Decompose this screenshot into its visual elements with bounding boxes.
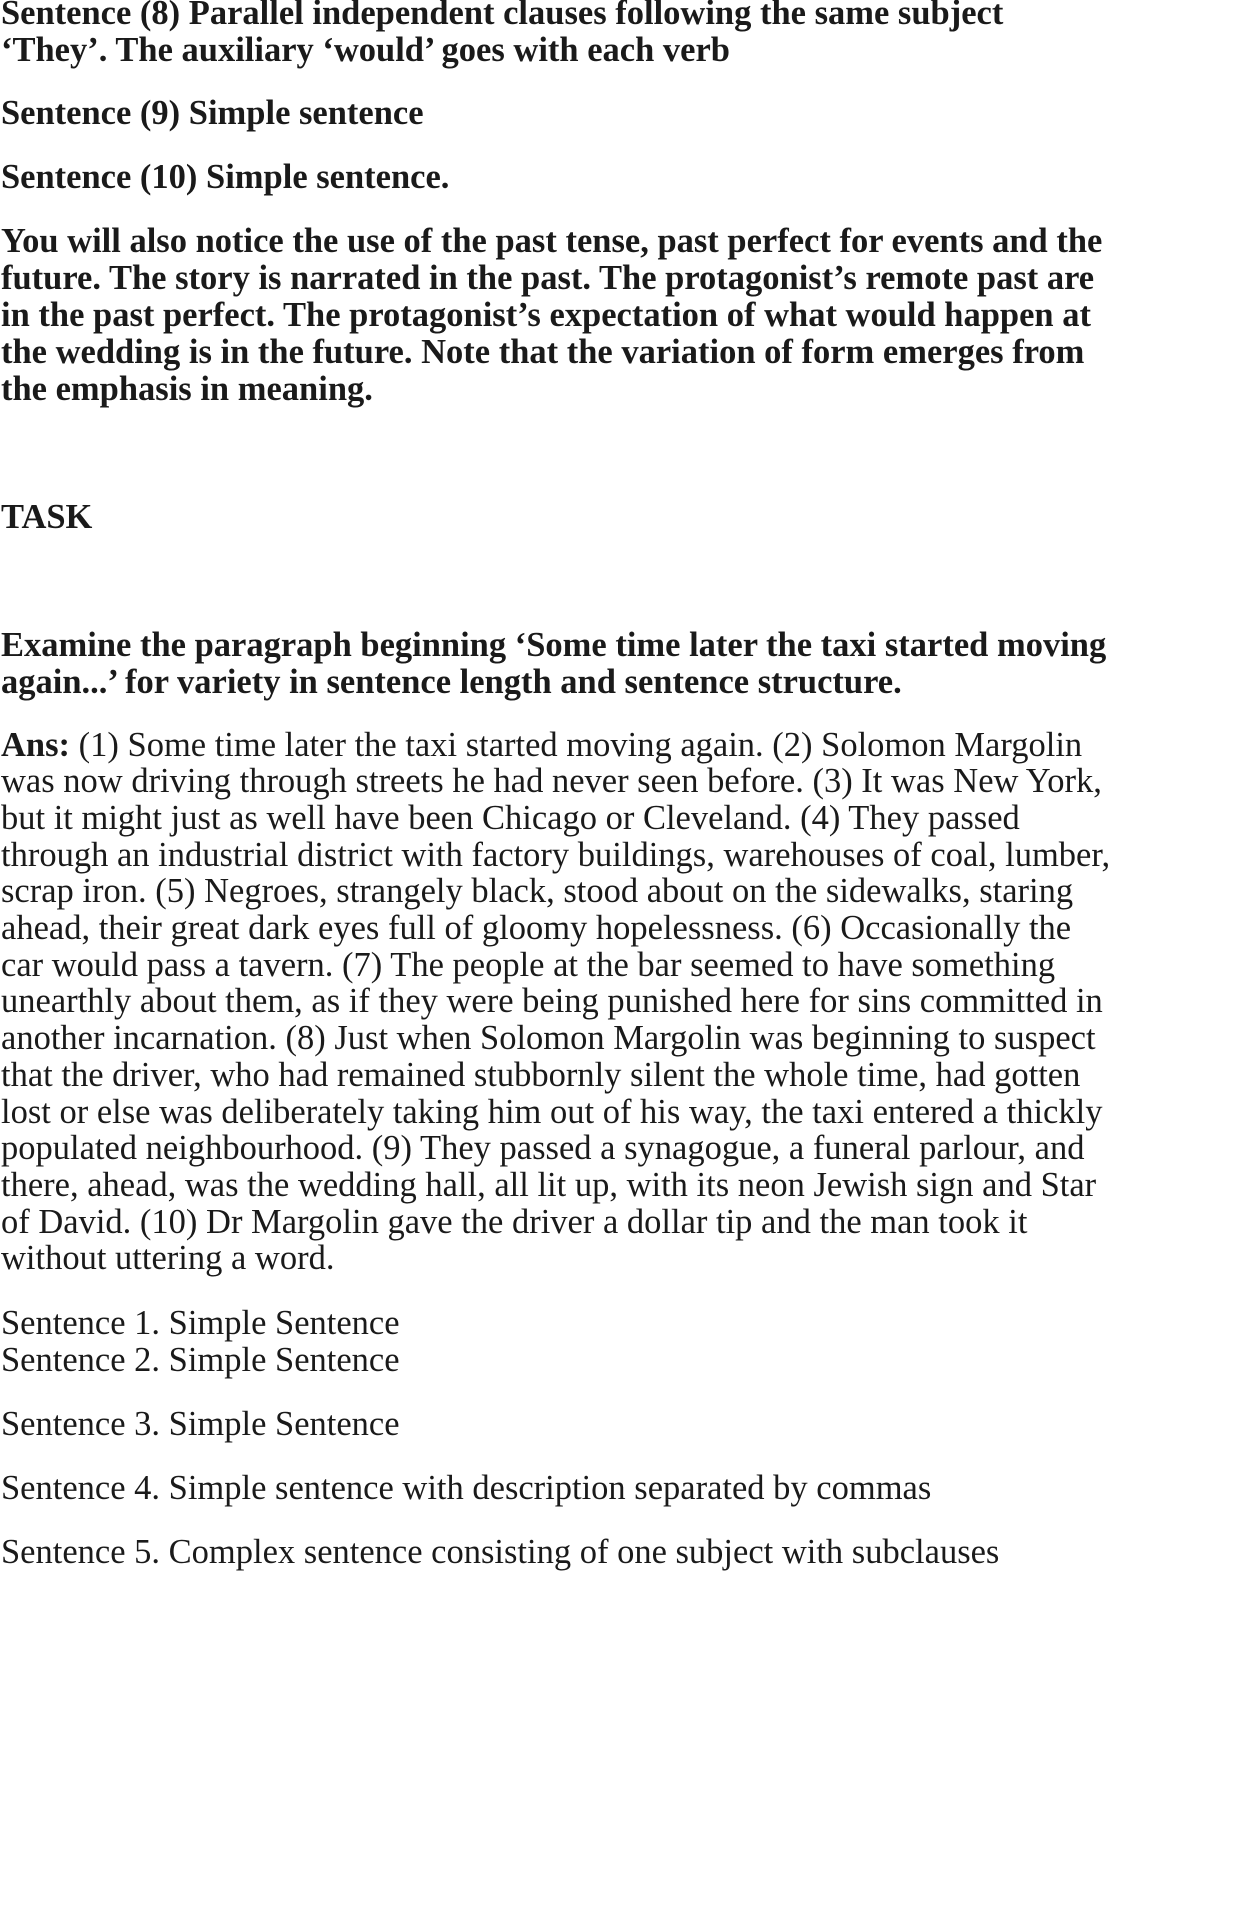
tense-paragraph-line: in the past perfect. The protagonist’s expectation of what would happen at [1, 296, 1091, 334]
tense-paragraph-line: the emphasis in meaning. [1, 370, 373, 408]
answer-line: through an industrial district with factory buildings, warehouses of coal, lumber, [1, 836, 1111, 874]
answer-line: unearthly about them, as if they were being punished here for sins committed in [1, 982, 1103, 1020]
answer-line: without uttering a word. [1, 1239, 335, 1277]
answer-line: but it might just as well have been Chicago or Cleveland. (4) They passed [1, 799, 1020, 837]
tense-paragraph-line: future. The story is narrated in the past. The protagonist’s remote past are [1, 259, 1095, 297]
answer-line: populated neighbourhood. (9) They passed a synagogue, a funeral parlour, and [1, 1129, 1085, 1167]
task-heading: TASK [1, 498, 93, 536]
analysis-sentence-2: Sentence 2. Simple Sentence [1, 1341, 400, 1379]
answer-first-line-text: (1) Some time later the taxi started moving again. (2) Solomon Margolin [70, 726, 1083, 764]
tense-paragraph-line: You will also notice the use of the past tense, past perfect for events and the [1, 222, 1103, 260]
analysis-sentence-1: Sentence 1. Simple Sentence [1, 1304, 400, 1342]
answer-line: car would pass a tavern. (7) The people at the bar seemed to have something [1, 946, 1056, 984]
task-question-line: again...’ for variety in sentence length and sentence structure. [1, 663, 902, 701]
answer-line: another incarnation. (8) Just when Solomon Margolin was beginning to suspect [1, 1019, 1096, 1057]
answer-line: that the driver, who had remained stubbornly silent the whole time, had gotten [1, 1056, 1081, 1094]
sentence8-note-line1: Sentence (8) Parallel independent clauses following the same subject [1, 0, 1004, 32]
answer-line: scrap iron. (5) Negroes, strangely black, stood about on the sidewalks, staring [1, 872, 1074, 910]
answer-line: ahead, their great dark eyes full of gloomy hopelessness. (6) Occasionally the [1, 909, 1072, 947]
sentence8-note-line2: ‘They’. The auxiliary ‘would’ goes with each verb [1, 31, 730, 69]
task-question-line: Examine the paragraph beginning ‘Some time later the taxi started moving [1, 626, 1107, 664]
answer-line: was now driving through streets he had never seen before. (3) It was New York, [1, 762, 1102, 800]
sentence9-note: Sentence (9) Simple sentence [1, 94, 424, 132]
answer-line: of David. (10) Dr Margolin gave the driver a dollar tip and the man took it [1, 1203, 1028, 1241]
sentence10-note: Sentence (10) Simple sentence. [1, 158, 450, 196]
answer-line: there, ahead, was the wedding hall, all lit up, with its neon Jewish sign and Star [1, 1166, 1097, 1204]
tense-paragraph-line: the wedding is in the future. Note that the variation of form emerges from [1, 333, 1085, 371]
answer-label: Ans: [1, 726, 71, 764]
analysis-sentence-5: Sentence 5. Complex sentence consisting of one subject with subclauses [1, 1533, 1000, 1571]
answer-line: lost or else was deliberately taking him out of his way, the taxi entered a thickly [1, 1093, 1103, 1131]
analysis-sentence-4: Sentence 4. Simple sentence with description separated by commas [1, 1469, 932, 1507]
analysis-sentence-3: Sentence 3. Simple Sentence [1, 1405, 400, 1443]
